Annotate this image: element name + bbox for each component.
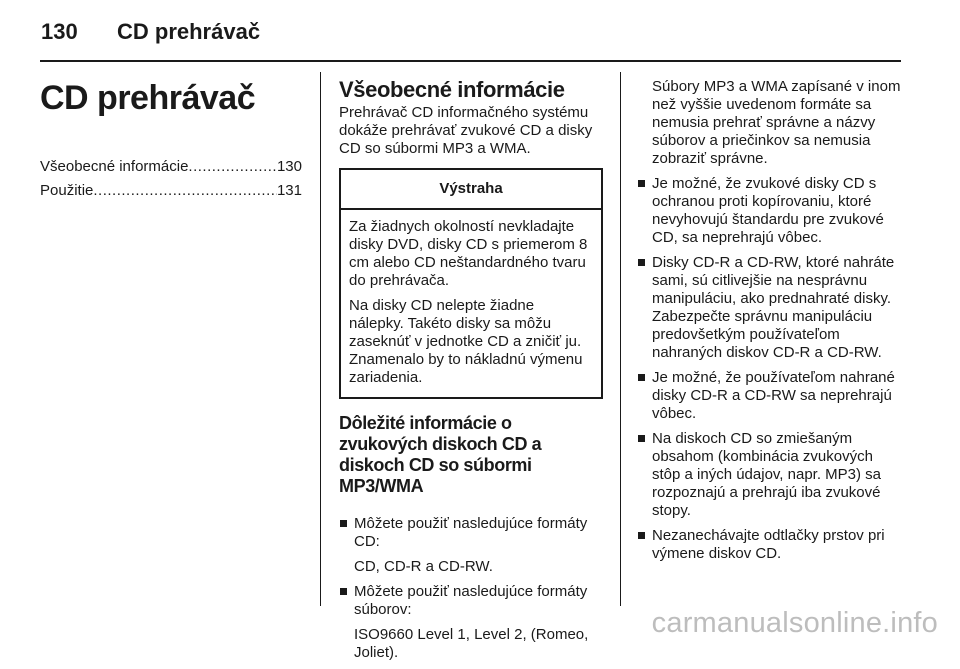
list-item — [339, 515, 603, 576]
running-title: CD prehrávač — [117, 19, 261, 44]
continuation-paragraph: Súbory MP3 a WMA zapísané v inom než vyššie uvedenom formáte sa nemusia prehrať správne a názvy súborov a priečinkov sa nemusia zobraziť správne. — [652, 78, 901, 167]
notes-column — [637, 70, 903, 570]
bullet-list — [339, 515, 603, 662]
chapter-column — [40, 70, 302, 203]
list-item-text: Na diskoch CD so zmiešaným obsahom (kombinácia zvukových stôp a iných údajov, napr. MP3) sa rozpoznajú a prehrajú iba zvukové stopy. — [652, 430, 882, 519]
page-number: 130 — [41, 19, 78, 44]
header-rule — [40, 60, 901, 62]
subsection-title: Dôležité informácie o zvukových diskoch CD a diskoch CD so súbormi MP3/WMA — [339, 413, 542, 496]
toc-entry[interactable] — [40, 155, 302, 179]
general-info-column — [339, 70, 603, 669]
toc-entry-page: 131 — [276, 182, 302, 199]
toc-entry-label: Všeobecné informácie — [40, 158, 189, 175]
list-item — [339, 583, 603, 662]
warning-paragraph: Za žiadnych okolností nevkladajte disky DVD, disky CD s priemerom 8 cm alebo CD neštandardného tvaru do prehrávača. — [349, 218, 588, 289]
square-bullet-icon — [638, 532, 645, 539]
toc-leader — [93, 179, 277, 203]
watermark: carmanualsonline.info — [651, 607, 938, 639]
warning-body — [341, 210, 601, 397]
warning-box — [339, 168, 603, 399]
list-item — [637, 369, 903, 423]
toc-entry-label: Použitie — [40, 182, 94, 199]
table-of-contents — [40, 155, 302, 203]
square-bullet-icon — [340, 520, 347, 527]
section-title: Všeobecné informácie — [339, 77, 565, 102]
toc-leader — [188, 155, 277, 179]
toc-entry[interactable] — [40, 179, 302, 203]
list-item-text: Môžete použiť nasledujúce formáty CD: — [354, 515, 588, 550]
list-item-text: Je možné, že používateľom nahrané disky CD-R a CD-RW sa neprehrajú vôbec. — [652, 369, 895, 422]
list-item-text: Disky CD-R a CD-RW, ktoré nahráte sami, sú citlivejšie na nesprávnu manipuláciu, ako prednahraté disky. Zabezpečte správnu manipuláciu predovšetkým používateľom nahraných diskov CD-R a CD-RW. — [652, 254, 895, 361]
square-bullet-icon — [638, 259, 645, 266]
list-item — [637, 254, 903, 362]
square-bullet-icon — [638, 435, 645, 442]
warning-heading: Výstraha — [341, 170, 601, 210]
page-header — [0, 0, 960, 58]
list-item-detail: CD, CD-R a CD-RW. — [354, 558, 493, 575]
column-divider — [620, 72, 621, 606]
square-bullet-icon — [638, 374, 645, 381]
list-item-text: Je možné, že zvukové disky CD s ochranou proti kopírovaniu, ktoré nevyhovujú štandardu pre zvukové CD, sa neprehrajú vôbec. — [652, 175, 884, 246]
square-bullet-icon — [638, 180, 645, 187]
intro-paragraph: Prehrávač CD informačného systému dokáže prehrávať zvukové CD a disky CD so súbormi MP3 a WMA. — [339, 104, 593, 157]
list-item-text: Nezanechávajte odtlačky prstov pri výmene diskov CD. — [652, 527, 885, 562]
list-item-detail: ISO9660 Level 1, Level 2, (Romeo, Joliet). — [354, 626, 589, 661]
chapter-title: CD prehrávač — [40, 79, 256, 117]
list-item-text: Môžete použiť nasledujúce formáty súborov: — [354, 583, 588, 618]
list-item — [637, 175, 903, 247]
square-bullet-icon — [340, 588, 347, 595]
toc-entry-page: 130 — [276, 158, 302, 175]
bullet-list — [637, 175, 903, 563]
warning-paragraph: Na disky CD nelepte žiadne nálepky. Takéto disky sa môžu zaseknúť v jednotke CD a zničiť ju. Znamenalo by to nákladnú výmenu zariadenia. — [349, 297, 583, 386]
list-item — [637, 430, 903, 520]
column-divider — [320, 72, 321, 606]
list-item — [637, 527, 903, 563]
